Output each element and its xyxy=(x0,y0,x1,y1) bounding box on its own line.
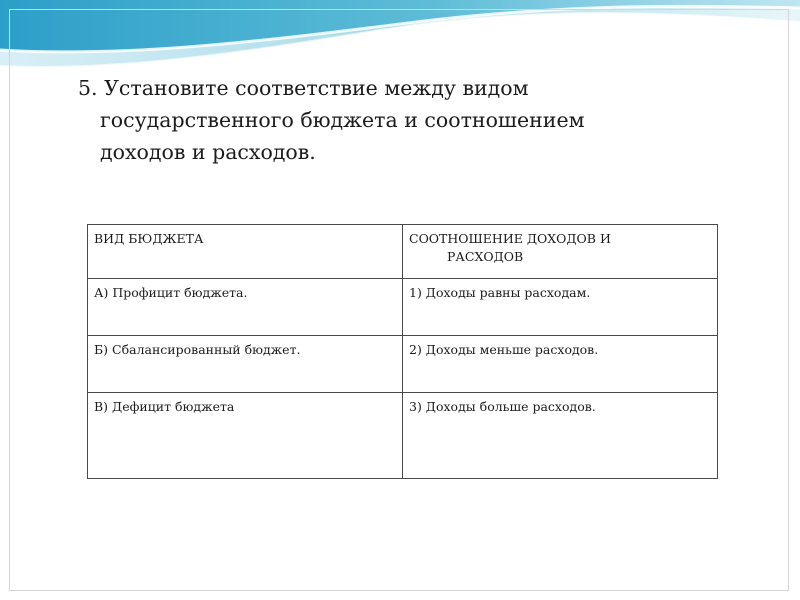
table-row xyxy=(88,336,718,393)
budget-type-cell: Б) Сбалансированный бюджет. xyxy=(88,336,403,393)
table-row xyxy=(88,393,718,479)
question-text xyxy=(78,72,740,168)
question-line-3: доходов и расходов. xyxy=(100,140,316,164)
budget-type-cell: А) Профицит бюджета. xyxy=(88,279,403,336)
question-line-1: 5. Установите соответствие между видом xyxy=(78,76,529,100)
table-header-row xyxy=(88,225,718,279)
ratio-cell: 3) Доходы больше расходов. xyxy=(403,393,718,479)
budget-type-cell: В) Дефицит бюджета xyxy=(88,393,403,479)
matching-table xyxy=(87,224,718,479)
header-budget-type-label: ВИД БЮДЖЕТА xyxy=(94,231,204,246)
question-line-2: государственного бюджета и соотношением xyxy=(100,108,585,132)
header-budget-type xyxy=(88,225,403,279)
header-income-expense-ratio xyxy=(403,225,718,279)
header-ratio-line-1: СООТНОШЕНИЕ ДОХОДОВ И xyxy=(409,231,611,246)
header-ratio-line-2: РАСХОДОВ xyxy=(447,249,524,264)
ratio-cell: 2) Доходы меньше расходов. xyxy=(403,336,718,393)
ratio-cell: 1) Доходы равны расходам. xyxy=(403,279,718,336)
table-row xyxy=(88,279,718,336)
